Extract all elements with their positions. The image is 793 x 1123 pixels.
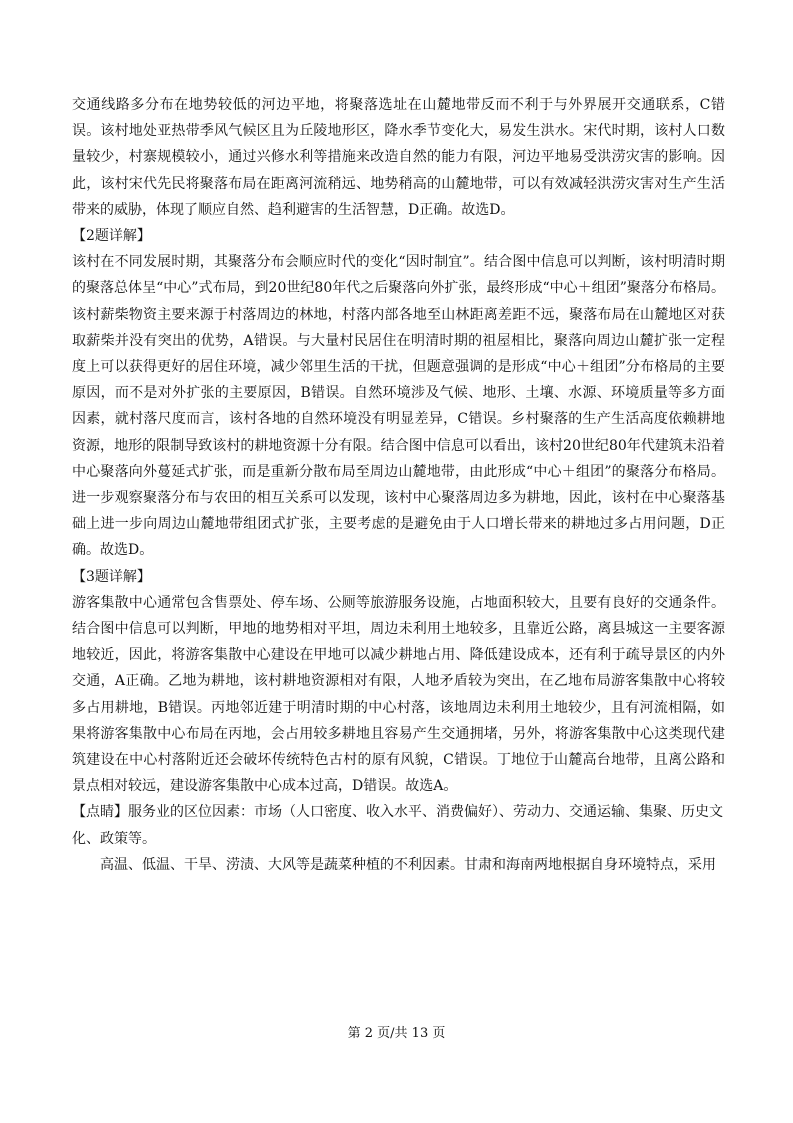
paragraph-q3-explanation: 游客集散中心通常包含售票处、停车场、公厕等旅游服务设施，占地面积较大，且要有良好的交通条件。结合图中信息可以判断，甲地的地势相对平坦，周边未利用土地较多，且靠近公路，离县城这一主要客源地较近，因此，将游客集散中心建设在甲地可以减少耕地占用、降低建设成本，还有利于疏导景区的内外交通，A正确。乙地为耕地，该村耕地资源相对有限，人地矛盾较为突出，在乙地布局游客集散中心将较多占用耕地，B错误。丙地邻近建于明清时期的中心村落，该地周边未利用土地较少，且有河流相隔，如果将游客集散中心布局在丙地，会占用较多耕地且容易产生交通拥堵，另外，将游客集散中心这类现代建筑建设在中心村落附近还会破坏传统特色古村的原有风貌，C错误。丁地位于山麓高台地带，且离公路和景点相对较远，建设游客集散中心成本过高，D错误。故选A。 [72,594,725,795]
paragraph-next-question: 高温、低温、干旱、涝渍、大风等是蔬菜种植的不利因素。甘肃和海南两地根据自身环境特点，采用 [100,856,716,873]
paragraph-q2-explanation: 该村在不同发展时期，其聚落分布会顺应时代的变化“因时制宜”。结合图中信息可以判断，该村明清时期的聚落总体呈“中心”式布局，到20世纪80年代之后聚落向外扩张，最终形成“中心＋组团”聚落分布格局。该村薪柴物资主要来源于村落周边的林地，村落内部各地至山林距离差距不远，聚落布局在山麓地区对获取薪柴并没有突出的优势，A错误。与大量村民居住在明清时期的祖屋相比，聚落向周边山麓扩张一定程度上可以获得更好的居住环境，减少邻里生活的干扰，但题意强调的是形成“中心＋组团”分布格局的主要原因，而不是对外扩张的主要原因，B错误。自然环境涉及气候、地形、土壤、水源、环境质量等多方面因素，就村落尺度而言，该村各地的自然环境没有明显差异，C错误。乡村聚落的生产生活高度依赖耕地资源，地形的限制导致该村的耕地资源十分有限。结合图中信息可以看出，该村20世纪80年代建筑未沿着中心聚落向外蔓延式扩张，而是重新分散布局至周边山麓地带，由此形成“中心＋组团”的聚落分布格局。进一步观察聚落分布与农田的相互关系可以发现，该村中心聚落周边多为耕地，因此，该村在中心聚落基础上进一步向周边山麓地带组团式扩张，主要考虑的是避免由于人口增长带来的耕地过多占用问题，D正确。故选D。 [72,254,725,559]
page-number-footer: 第 2 页/共 13 页 [347,1026,446,1041]
heading-q2-detail: 【2题详解】 [72,228,151,245]
document-body [72,92,725,878]
key-point-note: 【点睛】服务业的区位因素：市场（人口密度、收入水平、消费偏好）、劳动力、交通运输、集聚、历史文化、政策等。 [72,804,723,847]
heading-q3-detail: 【3题详解】 [72,568,151,585]
paragraph-q1-continuation: 交通线路多分布在地势较低的河边平地，将聚落选址在山麓地带反而不利于与外界展开交通联系，C错误。该村地处亚热带季风气候区且为丘陵地形区，降水季节变化大，易发生洪水。宋代时期，该村人口数量较少，村寨规模较小，通过兴修水利等措施来改造自然的能力有限，河边平地易受洪涝灾害的影响。因此，该村宋代先民将聚落布局在距离河流稍远、地势稍高的山麓地带，可以有效减轻洪涝灾害对生产生活带来的威胁，体现了顺应自然、趋利避害的生活智慧，D正确。故选D。 [72,97,725,218]
